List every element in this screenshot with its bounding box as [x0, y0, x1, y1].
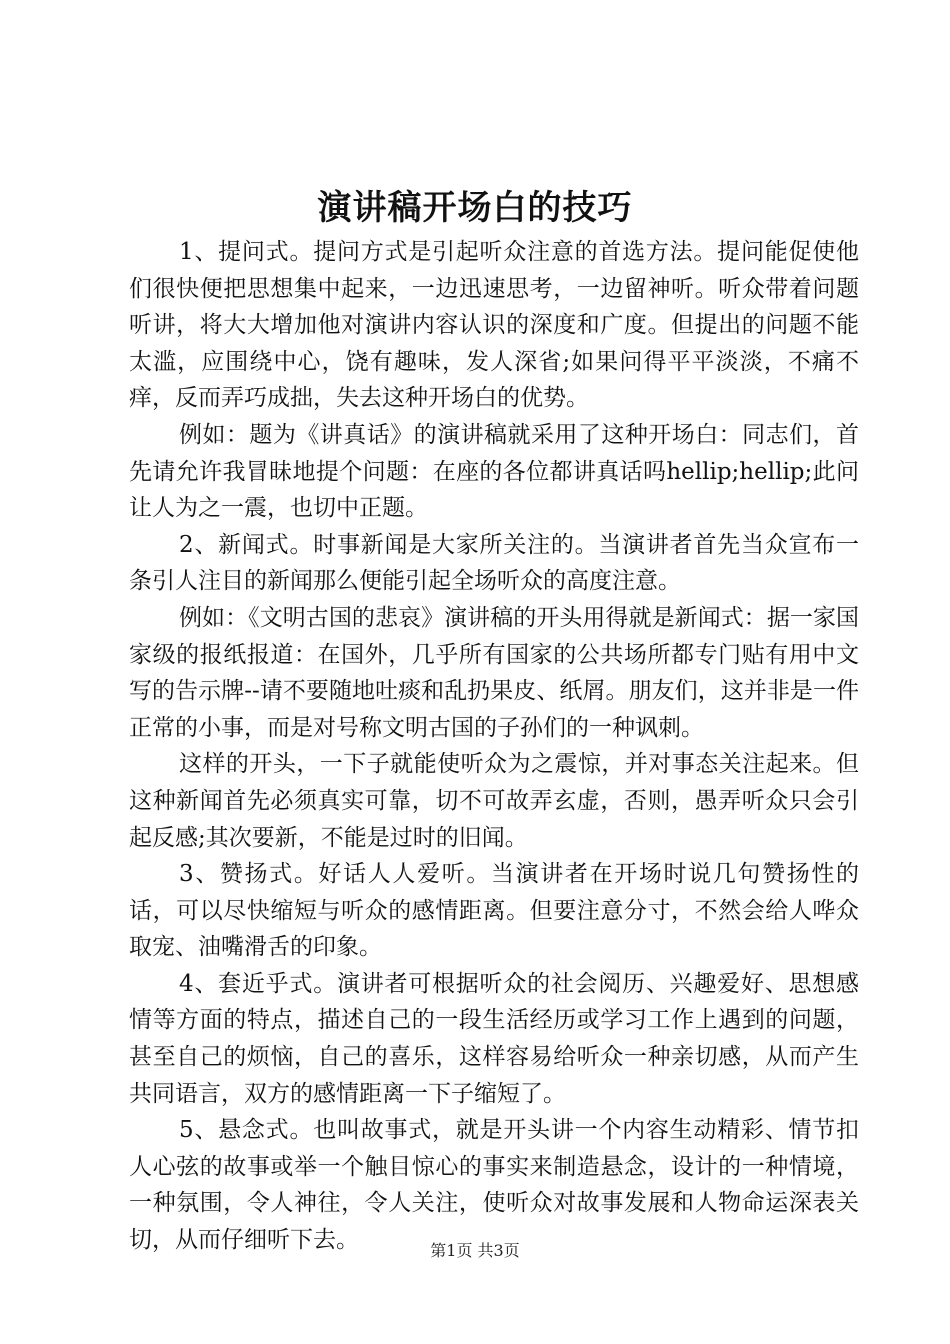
paragraph-rapport-style: 4、套近乎式。演讲者可根据听众的社会阅历、兴趣爱好、思想感情等方面的特点，描述自己的一段生活经历或学习工作上遇到的问题，甚至自己的烦恼，自己的喜乐，这样容易给听众一种亲切感，从而产生共同语言，双方的感情距离一下子缩短了。: [129, 970, 859, 1107]
paragraph-news-style: 2、新闻式。时事新闻是大家所关注的。当演讲者首先当众宣布一条引人注目的新闻那么便能引起全场听众的高度注意。: [129, 531, 859, 595]
paragraph-question-example: 例如：题为《讲真话》的演讲稿就采用了这种开场白：同志们，首先请允许我冒昧地提个问题：在座的各位都讲真话吗hellip;hellip;此问让人为之一震，也切中正题。: [129, 421, 859, 522]
paragraph-news-comment: 这样的开头，一下子就能使听众为之震惊，并对事态关注起来。但这种新闻首先必须真实可靠，切不可故弄玄虚，否则，愚弄听众只会引起反感;其次要新，不能是过时的旧闻。: [129, 751, 859, 851]
document-title: 演讲稿开场白的技巧: [317, 188, 633, 228]
page-number-footer: 第1页 共3页: [430, 1241, 520, 1260]
paragraph-praise-style: 3、赞扬式。好话人人爱听。当演讲者在开场时说几句赞扬性的话，可以尽快缩短与听众的感情距离。但要注意分寸，不然会给人哗众取宠、油嘴滑舌的印象。: [129, 861, 859, 961]
paragraph-news-example: 例如：《文明古国的悲哀》演讲稿的开头用得就是新闻式：据一家国家级的报纸报道：在国外，几乎所有国家的公共场所都专门贴有用中文写的告示牌--请不要随地吐痰和乱扔果皮、纸屑。朋友们，这并非是一件正常的小事，而是对号称文明古国的子孙们的一种讽刺。: [129, 604, 859, 741]
paragraph-suspense-style: 5、悬念式。也叫故事式，就是开头讲一个内容生动精彩、情节扣人心弦的故事或举一个触目惊心的事实来制造悬念，设计的一种情境，一种氛围，令人神往，令人关注，使听众对故事发展和人物命运深表关切，从而仔细听下去。: [129, 1117, 859, 1254]
document-body: [129, 234, 859, 1259]
paragraph-question-style: 1、提问式。提问方式是引起听众注意的首选方法。提问能促使他们很快便把思想集中起来，一边迅速思考，一边留神听。听众带着问题听讲，将大大增加他对演讲内容认识的深度和广度。但提出的问题不能太滥，应围绕中心，饶有趣味，发人深省;如果问得平平淡淡，不痛不痒，反而弄巧成拙，失去这种开场白的优势。: [129, 239, 859, 412]
